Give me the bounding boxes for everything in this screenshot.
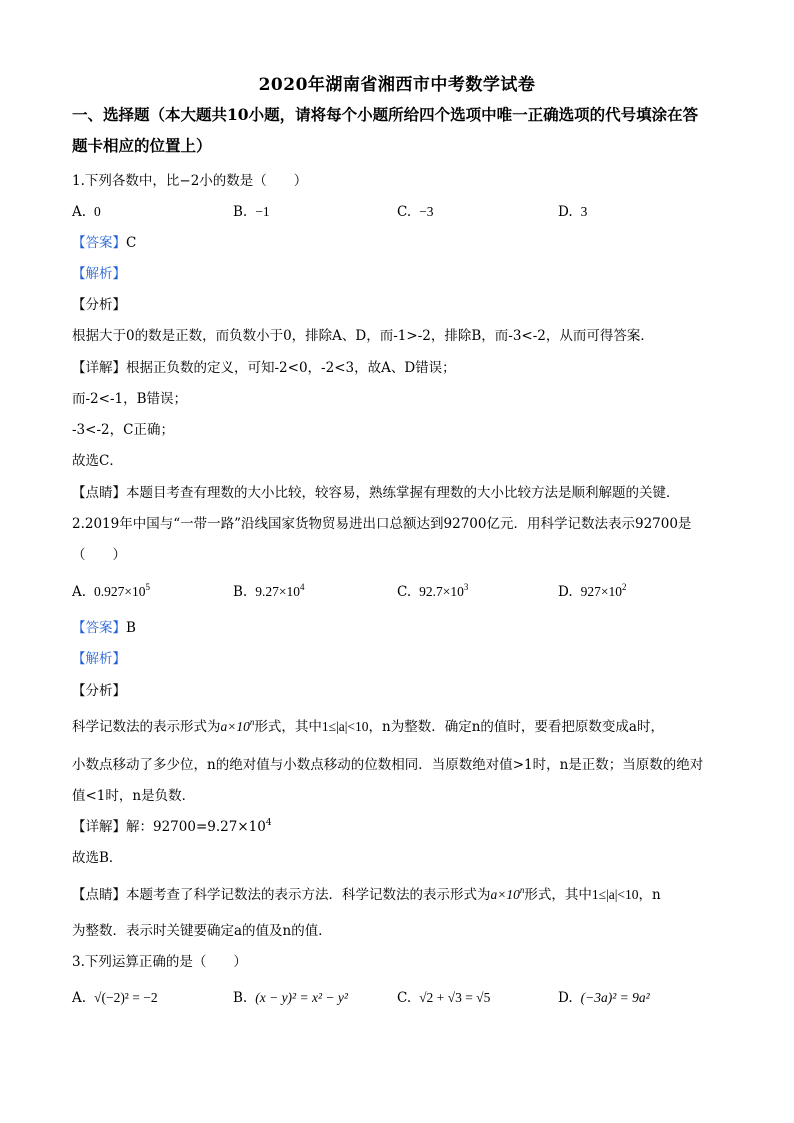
q3-stem: 3.下列运算正确的是（ ） — [72, 954, 247, 970]
q1-option-b: B. −1 — [233, 204, 270, 220]
q2-analysis: 科学记数法的表示形式为$a\times 10^n$形式，其中1≤|a|<10，n为整数．确定n的值时，要看把原数变成a时， — [72, 717, 664, 735]
q1-option-c: C. −3 — [397, 204, 434, 220]
q1-detail-2: 而-2<-1，B错误； — [72, 391, 188, 407]
section-heading: 一、选择题（本大题共10小题，请将每个小题所给四个选项中唯一正确选项的代号填涂在答 — [72, 105, 699, 124]
q1-detail: 【详解】根据正负数的定义，可知-2<0，-2<3，故A、D错误； — [72, 360, 456, 376]
q1-option-a: A. 0 — [72, 204, 101, 220]
q3-option-c: C. √2 + √3 = √5 — [397, 990, 491, 1006]
q2-option-c: C. $92.7\times 10^3$ — [397, 582, 469, 600]
q2-fenxi-tag: 【分析】 — [72, 683, 126, 699]
q2-stem-cont: （ ） — [72, 547, 126, 563]
q2-jiexi-tag: 【解析】 — [72, 651, 126, 667]
q2-stem: 2.2019年中国与“一带一路”沿线国家货物贸易进出口总额达到92700亿元．用科学记数法表示92700是 — [72, 516, 692, 532]
page-title: 2020年湖南省湘西市中考数学试卷 — [258, 75, 536, 95]
q3-option-b: B. (x − y)² = x² − y² — [233, 990, 348, 1006]
q2-analysis-3: 值<1时，n是负数． — [72, 788, 196, 804]
q3-option-d: D. (−3a)² = 9a² — [558, 990, 650, 1006]
q2-analysis-2: 小数点移动了多少位，n的绝对值与小数点移动的位数相同．当原数绝对值>1时，n是正数；当原数的绝对 — [72, 757, 704, 773]
q1-stem: 1.下列各数中，比−2小的数是（ ） — [72, 173, 308, 189]
q2-comment-2: 为整数．表示时关键要确定a的值及n的值． — [72, 923, 332, 939]
q3-option-a: A. √(−2)² = −2 — [72, 990, 158, 1006]
q2-detail: 【详解】解：$92700=9.27\times 10^4$ — [72, 818, 272, 835]
q2-option-a: A. $0.927\times 10^5$ — [72, 582, 151, 600]
section-heading-cont: 题卡相应的位置上） — [72, 136, 212, 155]
q2-detail-2: 故选B． — [72, 850, 123, 866]
q2-answer: 【答案】B — [72, 620, 136, 636]
q1-jiexi-tag: 【解析】 — [72, 266, 126, 282]
q2-option-d: D. $927\times 10^2$ — [558, 582, 627, 600]
q1-fenxi-tag: 【分析】 — [72, 297, 126, 313]
q2-option-b: B. $9.27\times 10^4$ — [233, 582, 305, 600]
q1-comment: 【点睛】本题目考查有理数的大小比较，较容易，熟练掌握有理数的大小比较方法是顺利解题的关键． — [72, 485, 680, 501]
q1-detail-3: -3<-2，C正确； — [72, 422, 174, 438]
q1-detail-4: 故选C． — [72, 453, 123, 469]
q2-comment: 【点睛】本题考查了科学记数法的表示方法．科学记数法的表示形式为$a\times 10^n$形式，其中1≤|a|<10，n — [72, 885, 661, 903]
q1-option-d: D. 3 — [558, 204, 588, 220]
q1-analysis: 根据大于0的数是正数，而负数小于0，排除A、D，而-1>-2，排除B，而-3<-2，从而可得答案． — [72, 328, 654, 344]
q1-answer: 【答案】C — [72, 235, 137, 251]
